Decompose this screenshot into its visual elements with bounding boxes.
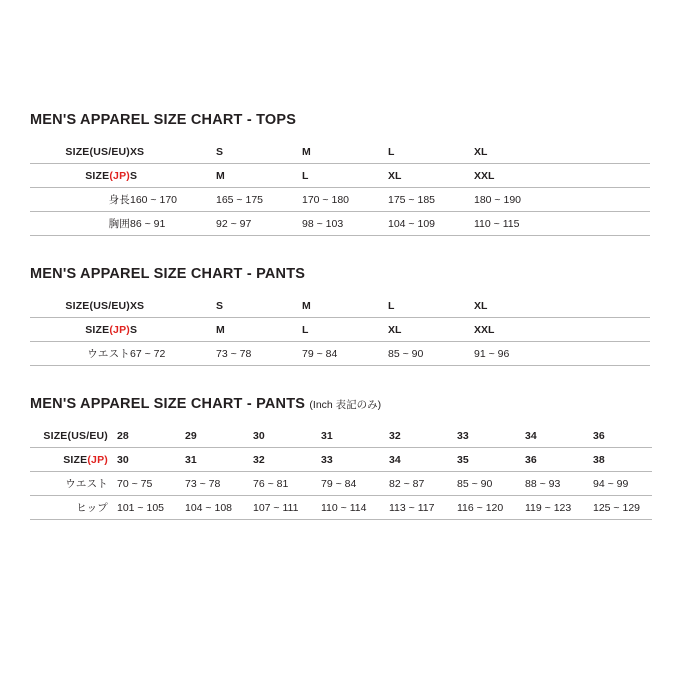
cell-empty bbox=[560, 294, 650, 318]
chart-title-text: MEN'S APPAREL SIZE CHART - PANTS bbox=[30, 266, 306, 282]
size-chart-block-pants-inch bbox=[30, 396, 650, 520]
cell-value: 104 ~ 109 bbox=[388, 212, 474, 236]
cell-value: S bbox=[130, 164, 216, 188]
cell-value: 34 bbox=[380, 448, 448, 472]
cell-value: 31 bbox=[312, 424, 380, 448]
table-row bbox=[30, 188, 650, 212]
cell-value: L bbox=[388, 140, 474, 164]
chart-title-pants-inch bbox=[30, 396, 650, 412]
cell-value: 73 ~ 78 bbox=[176, 472, 244, 496]
cell-value: 85 ~ 90 bbox=[448, 472, 516, 496]
row-label: SIZE(US/EU) bbox=[30, 294, 130, 318]
chart-title-pants-cm bbox=[30, 266, 650, 282]
table-row bbox=[30, 164, 650, 188]
chart-title-text: MEN'S APPAREL SIZE CHART - PANTS bbox=[30, 396, 306, 412]
cell-value: 38 bbox=[584, 448, 652, 472]
size-table-tops bbox=[30, 140, 650, 236]
row-label: SIZE(JP) bbox=[30, 318, 130, 342]
row-label: 身長 bbox=[30, 188, 130, 212]
cell-value: L bbox=[302, 318, 388, 342]
cell-value: XL bbox=[474, 140, 560, 164]
cell-value: M bbox=[302, 140, 388, 164]
cell-value: XL bbox=[474, 294, 560, 318]
table-row bbox=[30, 318, 650, 342]
cell-value: 107 ~ 111 bbox=[244, 496, 312, 520]
size-chart-block-tops bbox=[30, 112, 650, 236]
table-row bbox=[30, 424, 652, 448]
cell-value: 104 ~ 108 bbox=[176, 496, 244, 520]
cell-value: XL bbox=[388, 164, 474, 188]
cell-value: 30 bbox=[244, 424, 312, 448]
cell-value: 28 bbox=[108, 424, 176, 448]
cell-value: XS bbox=[130, 140, 216, 164]
table-row bbox=[30, 448, 652, 472]
size-table-pants-cm bbox=[30, 294, 650, 366]
cell-empty bbox=[560, 318, 650, 342]
cell-value: XL bbox=[388, 318, 474, 342]
cell-empty bbox=[560, 140, 650, 164]
cell-value: 29 bbox=[176, 424, 244, 448]
cell-value: 79 ~ 84 bbox=[312, 472, 380, 496]
chart-title-tops bbox=[30, 112, 650, 128]
cell-value: M bbox=[302, 294, 388, 318]
cell-value: 110 ~ 115 bbox=[474, 212, 560, 236]
cell-value: 113 ~ 117 bbox=[380, 496, 448, 520]
cell-value: 34 bbox=[516, 424, 584, 448]
cell-value: 170 ~ 180 bbox=[302, 188, 388, 212]
cell-value: 88 ~ 93 bbox=[516, 472, 584, 496]
table-row bbox=[30, 472, 652, 496]
cell-value: 76 ~ 81 bbox=[244, 472, 312, 496]
cell-value: 33 bbox=[312, 448, 380, 472]
row-label: ヒップ bbox=[30, 496, 108, 520]
chart-title-text: MEN'S APPAREL SIZE CHART - TOPS bbox=[30, 112, 297, 128]
block-spacer bbox=[30, 366, 650, 396]
row-label: SIZE(JP) bbox=[30, 164, 130, 188]
cell-value: 82 ~ 87 bbox=[380, 472, 448, 496]
row-label: ウエスト bbox=[30, 472, 108, 496]
cell-value: 32 bbox=[380, 424, 448, 448]
row-label: SIZE(US/EU) bbox=[30, 140, 130, 164]
cell-value: 86 ~ 91 bbox=[130, 212, 216, 236]
cell-value: 32 bbox=[244, 448, 312, 472]
cell-value: 36 bbox=[516, 448, 584, 472]
table-row bbox=[30, 342, 650, 366]
cell-empty bbox=[560, 164, 650, 188]
cell-value: S bbox=[216, 140, 302, 164]
row-label: SIZE(JP) bbox=[30, 448, 108, 472]
cell-empty bbox=[560, 188, 650, 212]
cell-value: 160 ~ 170 bbox=[130, 188, 216, 212]
block-spacer bbox=[30, 236, 650, 266]
cell-value: 79 ~ 84 bbox=[302, 342, 388, 366]
cell-value: 30 bbox=[108, 448, 176, 472]
cell-value: S bbox=[130, 318, 216, 342]
cell-value: 67 ~ 72 bbox=[130, 342, 216, 366]
cell-value: 116 ~ 120 bbox=[448, 496, 516, 520]
cell-empty bbox=[560, 212, 650, 236]
cell-value: XS bbox=[130, 294, 216, 318]
cell-value: M bbox=[216, 318, 302, 342]
cell-value: 85 ~ 90 bbox=[388, 342, 474, 366]
cell-value: 175 ~ 185 bbox=[388, 188, 474, 212]
cell-value: 119 ~ 123 bbox=[516, 496, 584, 520]
chart-title-note: (Inch 表記のみ) bbox=[309, 399, 382, 411]
size-table-pants-inch bbox=[30, 424, 652, 520]
cell-empty bbox=[560, 342, 650, 366]
cell-value: L bbox=[388, 294, 474, 318]
cell-value: 92 ~ 97 bbox=[216, 212, 302, 236]
cell-value: 101 ~ 105 bbox=[108, 496, 176, 520]
cell-value: 73 ~ 78 bbox=[216, 342, 302, 366]
cell-value: 35 bbox=[448, 448, 516, 472]
size-chart-block-pants-cm bbox=[30, 266, 650, 366]
table-row bbox=[30, 294, 650, 318]
cell-value: L bbox=[302, 164, 388, 188]
cell-value: 110 ~ 114 bbox=[312, 496, 380, 520]
cell-value: XXL bbox=[474, 318, 560, 342]
cell-value: 98 ~ 103 bbox=[302, 212, 388, 236]
cell-value: 125 ~ 129 bbox=[584, 496, 652, 520]
cell-value: 33 bbox=[448, 424, 516, 448]
row-label: 胸囲 bbox=[30, 212, 130, 236]
cell-value: 165 ~ 175 bbox=[216, 188, 302, 212]
cell-value: 91 ~ 96 bbox=[474, 342, 560, 366]
cell-value: XXL bbox=[474, 164, 560, 188]
cell-value: 94 ~ 99 bbox=[584, 472, 652, 496]
cell-value: 36 bbox=[584, 424, 652, 448]
cell-value: S bbox=[216, 294, 302, 318]
cell-value: 180 ~ 190 bbox=[474, 188, 560, 212]
cell-value: M bbox=[216, 164, 302, 188]
table-row bbox=[30, 140, 650, 164]
row-label: SIZE(US/EU) bbox=[30, 424, 108, 448]
cell-value: 70 ~ 75 bbox=[108, 472, 176, 496]
row-label: ウエスト bbox=[30, 342, 130, 366]
table-row bbox=[30, 212, 650, 236]
cell-value: 31 bbox=[176, 448, 244, 472]
table-row bbox=[30, 496, 652, 520]
